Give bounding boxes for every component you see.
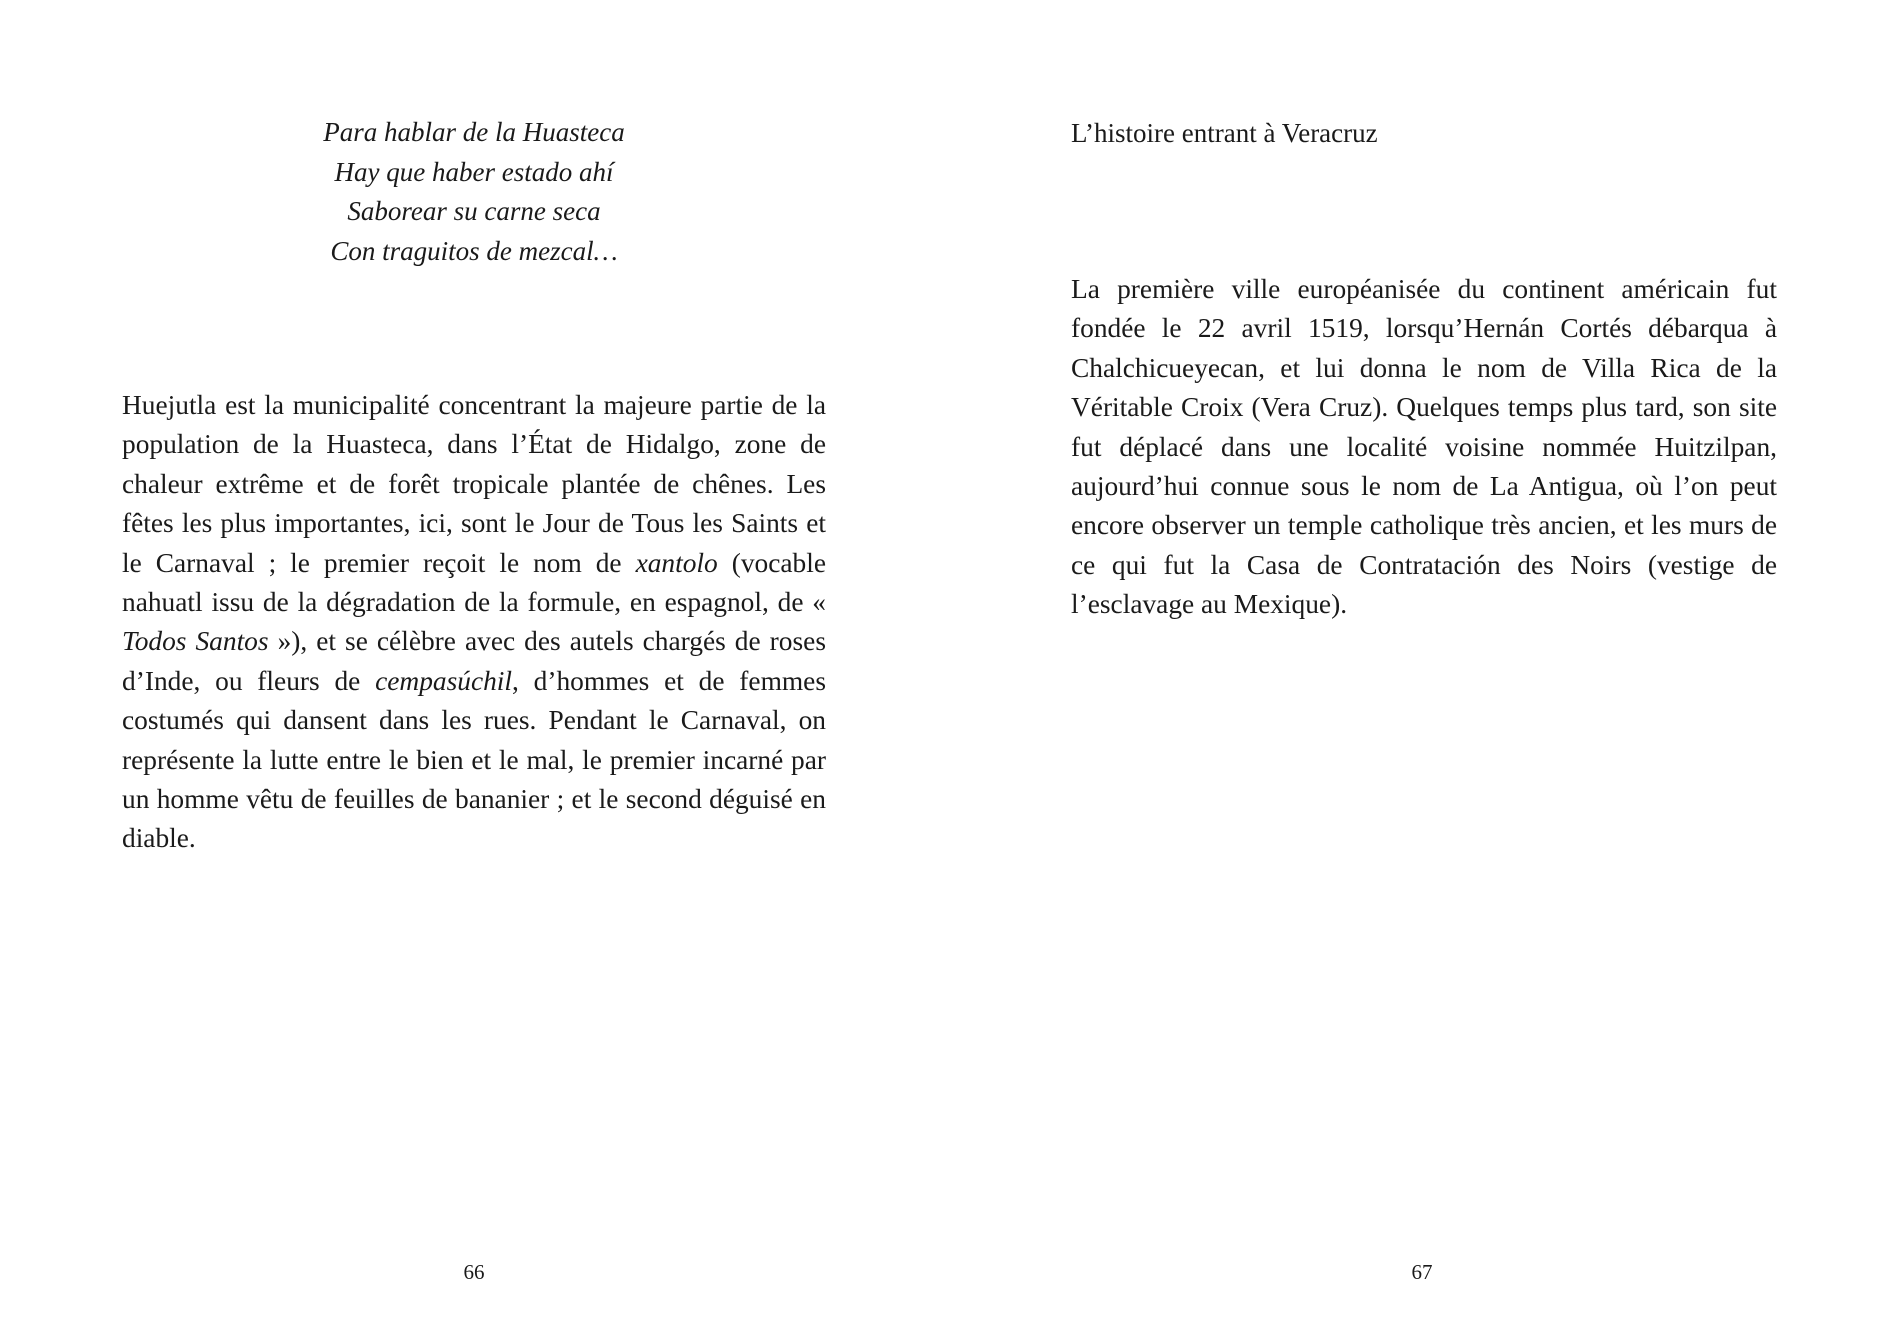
italic-term-todos-santos: Todos Santos bbox=[122, 626, 269, 657]
body-text-segment: Huejutla est la municipalité concentrant la majeure partie de la population de la Huasteca, dans l’État de Hidalgo, zone de chaleur extrême et de forêt tropicale plantée de chênes. Les fêtes les plus importantes, ici, sont le Jour de Tous les Saints et le Carnaval ; le premier reçoit le nom de bbox=[122, 390, 826, 578]
body-text-segment: , d’hommes et de femmes costumés qui dansent dans les rues. Pendant le Carnaval, on représente la lutte entre le bien et le mal, le premier incarné par un homme vêtu de feuilles de bananier ; et le second déguisé en diable. bbox=[122, 665, 826, 854]
italic-term-cempasuchil: cempasúchil bbox=[375, 665, 513, 696]
epigraph-line-2: Hay que haber estado ahí bbox=[334, 156, 614, 187]
body-text-segment: »), et se célèbre avec des autels chargés de roses d’Inde, ou fleurs de bbox=[122, 626, 826, 696]
page-number-right: 67 bbox=[1411, 1260, 1433, 1284]
page-number-left: 66 bbox=[463, 1260, 485, 1284]
right-body-paragraph: La première ville européanisée du continent américain fut fondée le 22 avril 1519, lorsqu’Hernán Cortés débarqua à Chalchicueyecan, et lui donna le nom de Villa Rica de la Véritable Croix (Vera Cruz). Quelques temps plus tard, son site fut déplacé dans une localité voisine nommée Huitzilpan, aujourd’hui connue sous le nom de La Antigua, où l’on peut encore observer un temple catholique très ancien, et les murs de ce qui fut la Casa de Contratación des Noirs (vestige de l’esclavage au Mexique). bbox=[1071, 274, 1777, 620]
epigraph-line-1: Para hablar de la Huasteca bbox=[323, 117, 625, 147]
left-body-paragraph bbox=[122, 386, 826, 859]
epigraph-line-3: Saborear su carne seca bbox=[347, 196, 601, 226]
epigraph-line-4: Con traguitos de mezcal… bbox=[330, 235, 618, 266]
chapter-title: L’histoire entrant à Veracruz bbox=[1071, 118, 1378, 148]
body-text-segment: (vocable nahuatl issu de la dégradation de la formule, en espagnol, de « bbox=[122, 547, 826, 618]
epigraph bbox=[122, 113, 826, 271]
italic-term-xantolo: xantolo bbox=[635, 547, 718, 578]
right-page bbox=[945, 0, 1890, 1339]
